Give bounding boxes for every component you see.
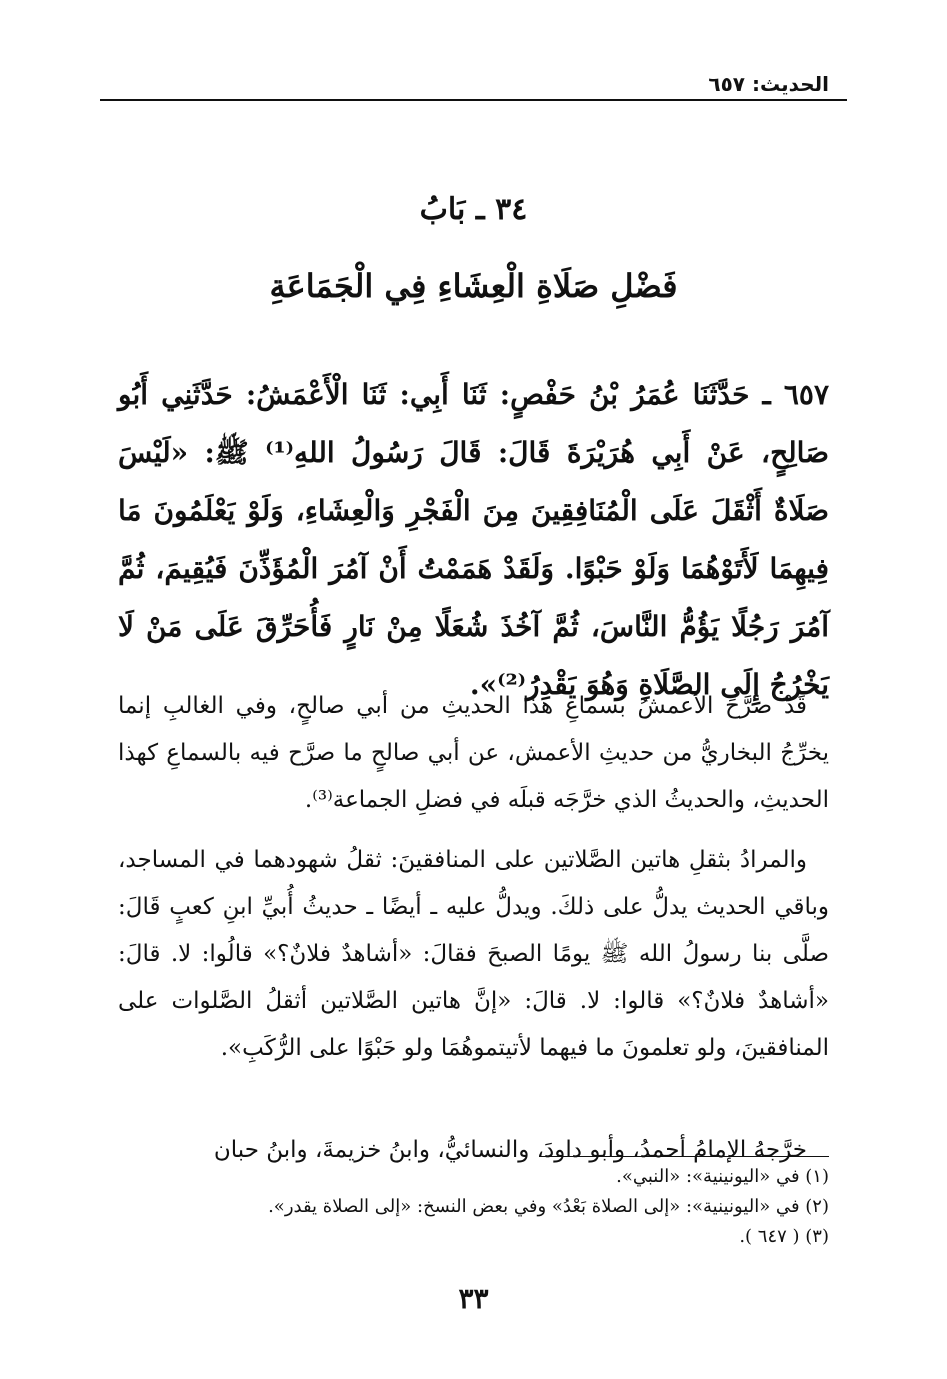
footnote-3: (٣) ( ٦٤٧ ). [739, 1226, 829, 1247]
running-header: الحديث: ٦٥٧ [708, 72, 829, 96]
footnotes [118, 1162, 829, 1252]
footnote-1: (١) في «اليونينية»: «النبي». [616, 1166, 829, 1187]
commentary-text-2: والمرادُ بثقلِ هاتين الصَّلاتين على المنافقينَ: ثقلُ شهودهما في المساجد، وباقي الحديث يدلُّ على ذلكَ. ويدلُّ عليه ـ أيضًا ـ حديثُ أُبيِّ ابنِ كعبٍ قَالَ: صلَّى بنا رسولُ الله ﷺ يومًا الصبحَ فقالَ: «أشاهدٌ فلانٌ؟» قالُوا: لا. قالَ: «أشاهدٌ فلانٌ؟» قالوا: لا. قالَ: «إنَّ هاتين الصَّلاتين أثقلُ الصَّلوات على المنافقينَ، ولو تعلمونَ ما فيهما لأتيتموهُمَا ولو حَبْوًا على الرُّكَبِ». [118, 847, 829, 1061]
chapter-number: ٣٤ ـ بَابُ [419, 192, 528, 227]
footnote-divider [539, 1156, 829, 1157]
header-divider [100, 99, 847, 101]
commentary-paragraph-2 [118, 837, 829, 1072]
hadith-text: ٦٥٧ ـ حَدَّثَنَا عُمَرُ بْنُ حَفْصٍ: ثَنَا أَبِي: ثَنَا الْأَعْمَشُ: حَدَّثَنِي أَبُو صَالِحٍ، عَنْ أَبِي هُرَيْرَةَ قَالَ: قَالَ رَسُولُ اللهِ⁽¹⁾ ﷺ: «لَيْسَ صَلَاةٌ أَثْقَلَ عَلَى الْمُنَافِقِينَ مِنَ الْفَجْرِ وَالْعِشَاءِ، وَلَوْ يَعْلَمُونَ مَا فِيهِمَا لَأَتَوْهُمَا وَلَوْ حَبْوًا. وَلَقَدْ هَمَمْتُ أَنْ آمُرَ الْمُؤَذِّنَ فَيُقِيمَ، ثُمَّ آمُرَ رَجُلًا يَؤُمُّ النَّاسَ، ثُمَّ آخُذَ شُعَلًا مِنْ نَارٍ فَأُحَرِّقَ عَلَى مَنْ لَا يَخْرُجُ إِلَى الصَّلَاةِ وَهُوَ يَقْدِرُ⁽²⁾». [118, 378, 829, 701]
commentary-paragraph-1 [118, 683, 829, 824]
commentary-text-3: خرَّجهُ الإمامُ أحمدُ، وأبو داودَ، والنسائيُّ، وابنُ خزيمةَ، وابنُ حبان [213, 1137, 807, 1163]
commentary-text-1: قَدْ صرَّحَ الأعمشُ بسماعِ هذا الحديثِ من أبي صالحٍ، وفي الغالبِ إنما يخرِّجُ البخاريُّ من حديثِ الأعمش، عن أبي صالحٍ ما صرَّح فيه بالسماعِ كهذا الحديثِ، والحديثُ الذي خرَّجَه قبلَه في فضلِ الجماعة⁽³⁾. [118, 693, 829, 813]
footnote-2: (٢) في «اليونينية»: «إلى الصلاة بَعْدُ» وفي بعض النسخ: «إلى الصلاة يقدر». [268, 1196, 829, 1217]
page-number: ٣٣ [458, 1282, 489, 1315]
chapter-title: فَضْلِ صَلَاةِ الْعِشَاءِ فِي الْجَمَاعَةِ [269, 267, 678, 305]
